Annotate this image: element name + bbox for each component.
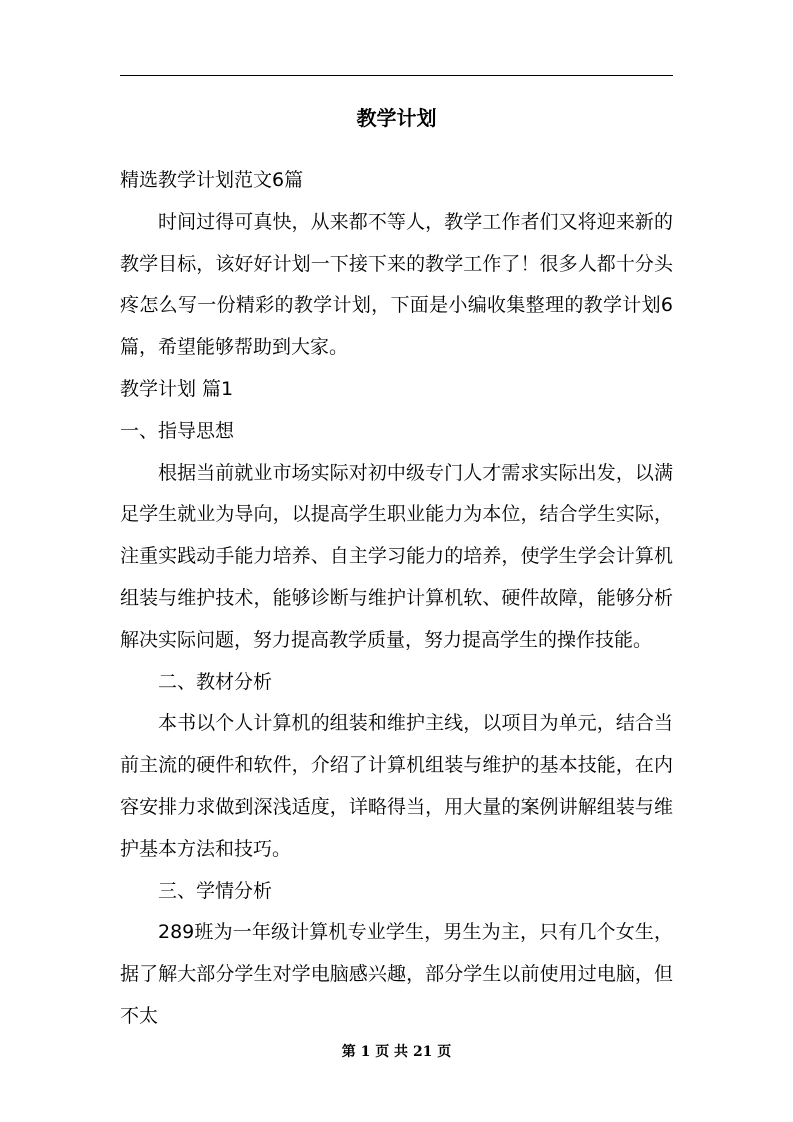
paragraph-8: 289班为一年级计算机专业学生，男生为主，只有几个女生，据了解大部分学生对学电脑感兴趣，部分学生以前使用过电脑，但不太	[120, 921, 673, 1027]
footer-prefix: 第	[341, 1044, 356, 1060]
paragraph-3: 一、指导思想	[120, 419, 235, 442]
footer-page-number: 1	[360, 1044, 371, 1060]
paragraph-1: 时间过得可真快，从来都不等人，教学工作者们又将迎来新的教学目标，该好好计划一下接下来的教学工作了！很多人都十分头疼怎么写一份精彩的教学计划，下面是小编收集整理的教学计划6篇，希望能够帮助到大家。	[120, 210, 673, 359]
paragraph-5: 二、教材分析	[158, 670, 273, 693]
document-body	[120, 160, 673, 1038]
page-footer	[0, 1042, 793, 1062]
paragraph-4: 根据当前就业市场实际对初中级专门人才需求实际出发，以满足学生就业为导向，以提高学生职业能力为本位，结合学生实际，注重实践动手能力培养、自主学习能力的培养，使学生学会计算机组装与维护技术，能够诊断与维护计算机软、硬件故障，能够分析解决实际问题，努力提高教学质量，努力提高学生的操作技能。	[120, 461, 673, 651]
document-title: 教学计划	[356, 106, 437, 130]
paragraph-7: 三、学情分析	[158, 879, 273, 902]
header-rule	[120, 75, 673, 76]
footer-suffix: 页	[437, 1044, 452, 1060]
paragraph-2: 教学计划 篇1	[120, 377, 234, 400]
paragraph-0: 精选教学计划范文6篇	[120, 169, 304, 191]
footer-total-pages: 21	[412, 1044, 433, 1060]
footer-mid: 页 共	[375, 1044, 409, 1060]
paragraph-6: 本书以个人计算机的组装和维护主线，以项目为单元，结合当前主流的硬件和软件，介绍了计算机组装与维护的基本技能，在内容安排力求做到深浅适度，详略得当，用大量的案例讲解组装与维护基本方法和技巧。	[120, 712, 673, 860]
